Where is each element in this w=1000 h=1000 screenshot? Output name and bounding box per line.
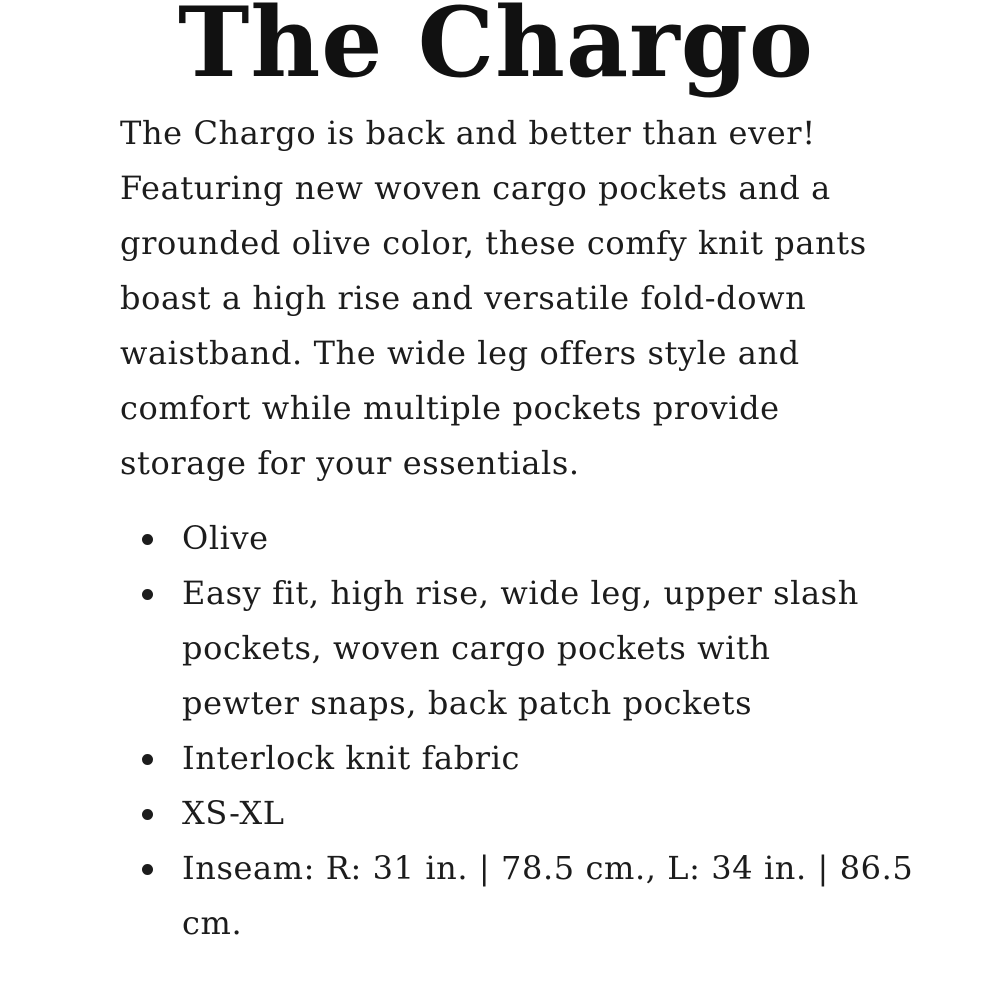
feature-text: pewter snaps, back patch pockets [182,684,753,722]
description-line: comfort while multiple pockets provide [120,389,780,427]
description-line: Featuring new woven cargo pockets and a [120,169,831,207]
feature-text: XS-XL [182,794,285,832]
product-description [120,106,980,491]
feature-text: cm. [182,904,243,942]
description-line: storage for your essentials. [120,444,580,482]
product-title: The Chargo [178,0,814,99]
bullet-icon [142,809,153,820]
bullet-icon [142,589,153,600]
description-line: boast a high rise and versatile fold-down [120,279,807,317]
bullet-icon [142,754,153,765]
bullet-icon [142,864,153,875]
feature-text: Easy fit, high rise, wide leg, upper slash [182,574,859,612]
feature-text: Olive [182,519,269,557]
feature-text: Interlock knit fabric [182,739,521,777]
feature-item-inseam [120,841,980,951]
feature-list [120,511,980,951]
feature-item-fabric [120,731,980,786]
description-line: grounded olive color, these comfy knit pants [120,224,867,262]
feature-text: pockets, woven cargo pockets with [182,629,771,667]
description-line: The Chargo is back and better than ever! [120,114,816,152]
bullet-icon [142,534,153,545]
feature-text: Inseam: R: 31 in. | 78.5 cm., L: 34 in. | 86.5 [182,849,914,887]
feature-item-fit [120,566,980,731]
feature-item-sizes [120,786,980,841]
description-line: waistband. The wide leg offers style and [120,334,800,372]
feature-item-color [120,511,980,566]
